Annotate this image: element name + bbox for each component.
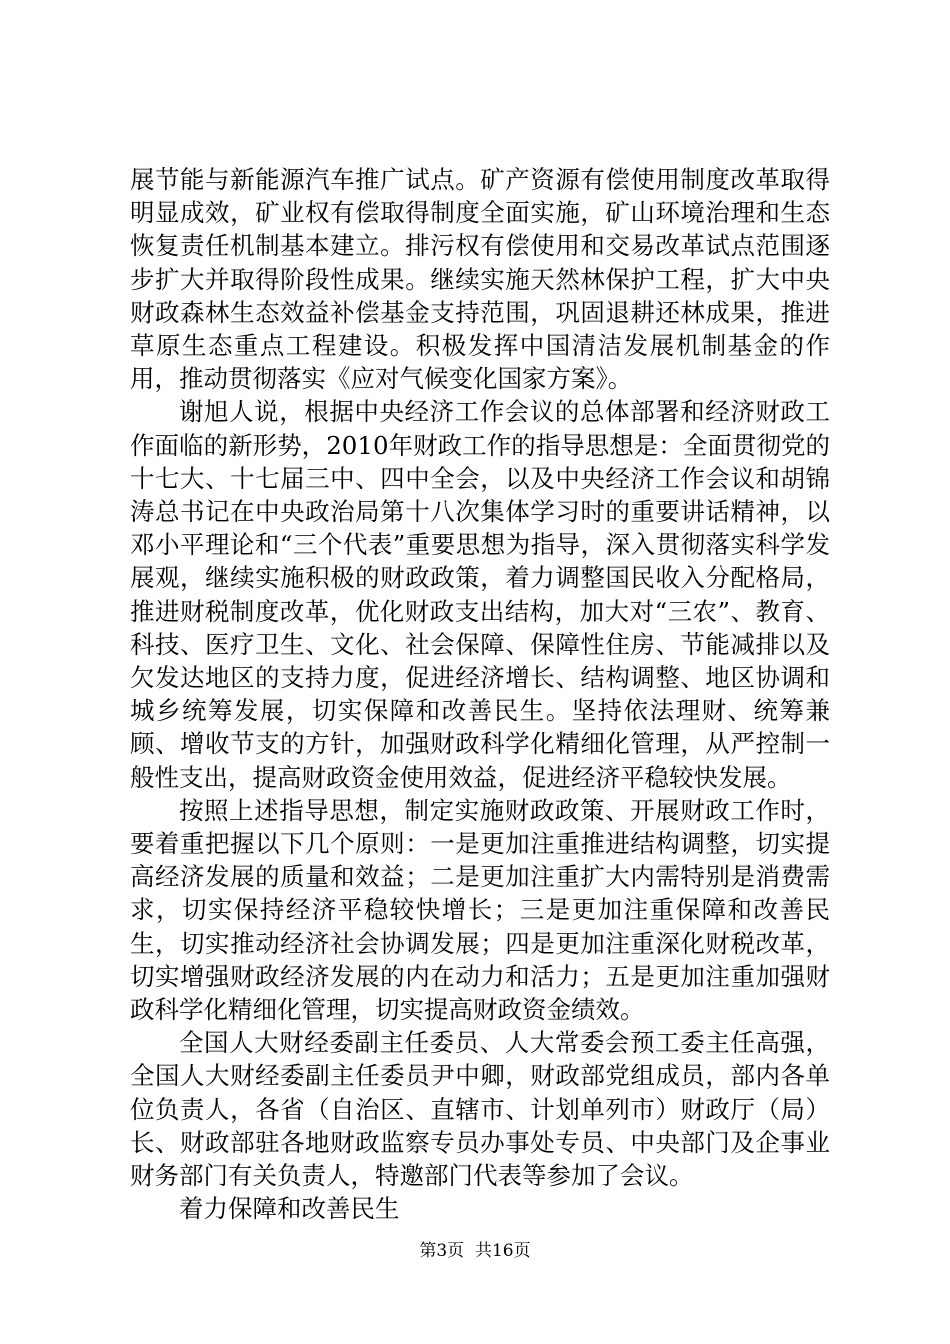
paragraph-principles: 按照上述指导思想，制定实施财政政策、开展财政工作时，要着重把握以下几个原则：一是更加注重推进结构调整，切实提高经济发展的质量和效益；二是更加注重扩大内需特别是消费需求，切实保持经济平稳较快增长；三是更加注重保障和改善民生，切实推动经济社会协调发展；四是更加注重深化财税改革，切实增强财政经济发展的内在动力和活力；五是更加注重加强财政科学化精细化管理，切实提高财政资金绩效。 [130, 795, 830, 1025]
paragraph-attendees: 全国人大财经委副主任委员、人大常委会预工委主任高强，全国人大财经委副主任委员尹中卿，财政部党组成员，部内各单位负责人，各省（自治区、直辖市、计划单列市）财政厅（局）长、财政部驻各地财政监察专员办事处专员、中央部门及企事业财务部门有关负责人，特邀部门代表等参加了会议。 [130, 1028, 830, 1191]
page-number: 第3页 共16页 [419, 1241, 531, 1261]
page-footer [0, 1240, 950, 1262]
section-heading: 着力保障和改善民生 [179, 1194, 400, 1224]
document-body [130, 163, 830, 1226]
paragraph-guiding-ideology: 谢旭人说，根据中央经济工作会议的总体部署和经济财政工作面临的新形势，2010年财政工作的指导思想是：全面贯彻党的十七大、十七届三中、四中全会，以及中央经济工作会议和胡锦涛总书记在中央政治局第十八次集体学习时的重要讲话精神，以邓小平理论和“三个代表”重要思想为指导，深入贯彻落实科学发展观，继续实施积极的财政政策，着力调整国民收入分配格局，推进财税制度改革，优化财政支出结构，加大对“三农”、教育、科技、医疗卫生、文化、社会保障、保障性住房、节能减排以及欠发达地区的支持力度，促进经济增长、结构调整、地区协调和城乡统筹发展，切实保障和改善民生。坚持依法理财、统筹兼顾、增收节支的方针，加强财政科学化精细化管理，从严控制一般性支出，提高财政资金使用效益，促进经济平稳较快发展。 [130, 397, 830, 792]
paragraph-continued: 展节能与新能源汽车推广试点。矿产资源有偿使用制度改革取得明显成效，矿业权有偿取得制度全面实施，矿山环境治理和生态恢复责任机制基本建立。排污权有偿使用和交易改革试点范围逐步扩大并取得阶段性成果。继续实施天然林保护工程，扩大中央财政森林生态效益补偿基金支持范围，巩固退耕还林成果，推进草原生态重点工程建设。积极发挥中国清洁发展机制基金的作用，推动贯彻落实《应对气候变化国家方案》。 [130, 165, 830, 394]
